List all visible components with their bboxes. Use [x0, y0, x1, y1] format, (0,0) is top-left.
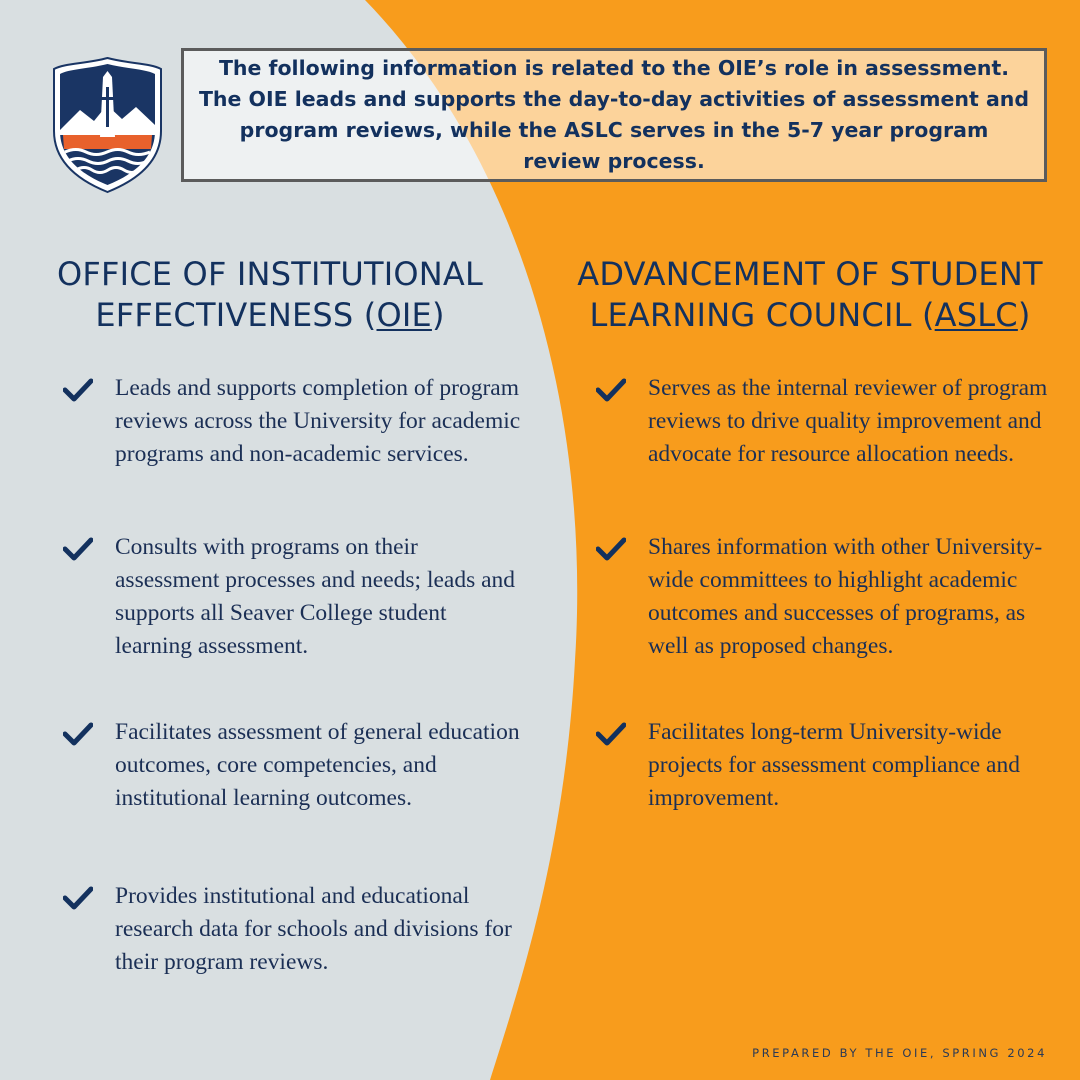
list-item-text: Facilitates long-term University-wide projects for assessment compliance and improvement. — [648, 719, 1020, 811]
intro-callout — [181, 48, 1047, 182]
aslc-abbr: ASLC — [934, 296, 1018, 334]
aslc-heading-close: ) — [1017, 296, 1031, 334]
aslc-heading-line2: LEARNING COUNCIL ( — [589, 296, 935, 334]
list-item-text: Consults with programs on their assessment processes and needs; leads and supports all Seaver College student learning assessment. — [115, 534, 516, 659]
oie-heading-line2: EFFECTIVENESS ( — [95, 296, 377, 334]
university-shield-logo — [50, 55, 165, 195]
oie-abbr: OIE — [376, 296, 432, 334]
checkmark-icon — [63, 537, 93, 561]
intro-text: The following information is related to the OIE’s role in assessment. The OIE leads and supports the day-to-day activities of assessment and program reviews, while the ASLC serves in the 5-7 year program review process. — [198, 56, 1030, 173]
checkmark-icon — [63, 378, 93, 402]
oie-heading-close: ) — [431, 296, 445, 334]
list-item-text: Serves as the internal reviewer of program reviews to drive quality improvement and advocate for resource allocation needs. — [648, 375, 1048, 467]
aslc-heading — [555, 254, 1065, 336]
checkmark-icon — [596, 537, 626, 561]
aslc-heading-line1: ADVANCEMENT OF STUDENT — [577, 255, 1043, 293]
checkmark-icon — [63, 722, 93, 746]
footer-credit: PREPARED BY THE OIE, SPRING 2024 — [752, 1046, 1047, 1060]
checkmark-icon — [596, 722, 626, 746]
list-item-text: Provides institutional and educational research data for schools and divisions for their program reviews. — [115, 883, 512, 975]
checkmark-icon — [63, 886, 93, 910]
oie-responsibilities-list — [63, 372, 523, 1032]
list-item-text: Leads and supports completion of program reviews across the University for academic programs and non-academic services. — [115, 375, 521, 467]
aslc-responsibilities-list — [596, 372, 1066, 832]
oie-heading-line1: OFFICE OF INSTITUTIONAL — [56, 255, 483, 293]
list-item-text: Shares information with other University-wide committees to highlight academic outcomes and successes of programs, as well as proposed changes. — [648, 534, 1043, 659]
checkmark-icon — [596, 378, 626, 402]
list-item-text: Facilitates assessment of general education outcomes, core competencies, and institutional learning outcomes. — [115, 719, 520, 811]
oie-heading — [20, 254, 520, 336]
